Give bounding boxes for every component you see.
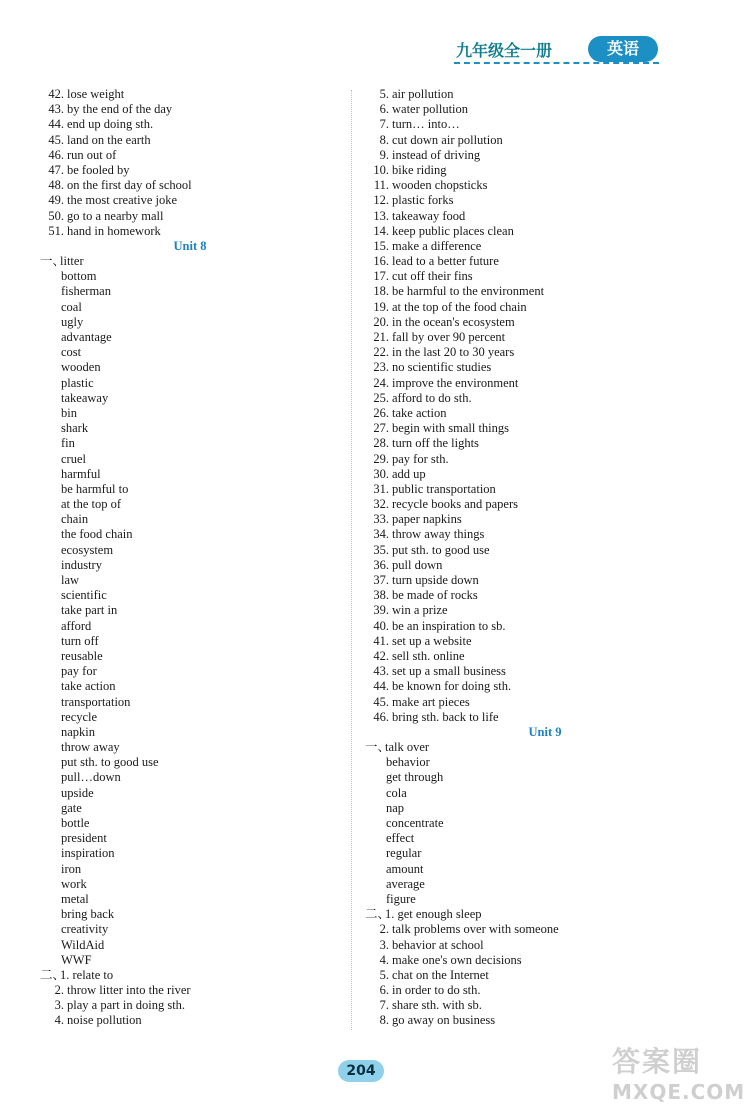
item-text: behavior at school <box>392 937 484 952</box>
item-number: 37. <box>373 573 389 587</box>
answer-item <box>365 133 725 148</box>
item-text: set up a small business <box>392 664 506 679</box>
item-number: 5. <box>379 87 389 101</box>
item-text: in the ocean's ecosystem <box>392 314 515 329</box>
item-text: paper napkins <box>392 512 462 527</box>
item-text: make one's own decisions <box>392 952 522 967</box>
vocab-word: metal <box>61 891 89 906</box>
vocab-word: fisherman <box>61 284 111 299</box>
item-number: 42. <box>373 648 389 663</box>
vocab-word: chain <box>61 512 89 527</box>
answer-item <box>365 391 725 406</box>
answer-item <box>365 193 725 208</box>
item-number: 31. <box>373 481 389 496</box>
vocab-word: iron <box>61 861 82 876</box>
item-number: 42. <box>48 87 64 101</box>
item-number: 33. <box>373 512 389 527</box>
item-text: go away on business <box>392 1013 496 1028</box>
item-text: plastic forks <box>392 193 454 208</box>
item-text: hand in homework <box>67 223 161 238</box>
item-text: 1. relate to <box>60 967 114 982</box>
vocab-word: regular <box>386 846 422 861</box>
item-number: 7. <box>379 998 389 1013</box>
item-number: 28. <box>373 436 389 451</box>
item-text: turn… into… <box>392 117 460 132</box>
vocab-word: ecosystem <box>61 542 114 557</box>
item-number: 50. <box>48 208 64 223</box>
answer-item <box>365 345 725 360</box>
answer-item <box>365 558 725 573</box>
item-number: 48. <box>48 178 64 193</box>
item-text: land on the earth <box>67 132 151 147</box>
item-number: 2. <box>54 983 64 998</box>
vocab-word: law <box>61 573 80 587</box>
item-text: water pollution <box>392 102 469 117</box>
section-start <box>40 254 340 269</box>
section-start <box>40 968 340 983</box>
item-text: throw litter into the river <box>67 983 191 998</box>
item-text: throw away things <box>392 527 485 542</box>
subject-badge: 英语 <box>588 36 658 62</box>
answer-item <box>365 710 725 725</box>
item-number: 6. <box>379 983 389 998</box>
answer-item <box>40 983 340 998</box>
answer-item <box>365 360 725 375</box>
item-number: 30. <box>373 466 389 481</box>
answer-item <box>365 421 725 436</box>
answer-item <box>365 330 725 345</box>
vocab-word: gate <box>61 800 82 815</box>
item-number: 8. <box>379 1013 389 1028</box>
item-text: afford to do sth. <box>392 390 472 405</box>
vocab-word: bin <box>61 405 77 420</box>
vocab-word: WWF <box>61 952 92 967</box>
answer-item <box>365 998 725 1013</box>
vocab-word: shark <box>61 421 89 436</box>
answer-item <box>365 543 725 558</box>
item-number: 11. <box>373 178 389 193</box>
vocab-word: scientific <box>61 588 107 603</box>
item-text: lead to a better future <box>392 254 499 269</box>
item-number: 44. <box>48 117 64 132</box>
item-number: 10. <box>373 162 389 177</box>
item-text: pull down <box>392 557 443 572</box>
item-text: run out of <box>67 147 117 162</box>
section-marker: 一、 <box>40 254 66 269</box>
item-text: go to a nearby mall <box>67 208 164 223</box>
answer-item <box>365 406 725 421</box>
item-text: lose weight <box>67 87 125 101</box>
vocab-word: reusable <box>61 648 103 663</box>
page-header <box>452 36 662 72</box>
item-number: 49. <box>48 193 64 208</box>
vocab-word: throw away <box>61 740 120 755</box>
item-text: in order to do sth. <box>392 983 481 998</box>
answer-item <box>365 482 725 497</box>
item-number: 7. <box>379 117 389 132</box>
answer-item <box>365 922 725 937</box>
item-number: 34. <box>373 527 389 542</box>
item-number: 2. <box>379 922 389 937</box>
answer-item <box>365 664 725 679</box>
item-number: 4. <box>379 952 389 967</box>
vocab-word: work <box>61 876 87 891</box>
vocab-word: inspiration <box>61 846 115 861</box>
answer-item <box>365 148 725 163</box>
vocab-word: transportation <box>61 694 131 709</box>
answer-item <box>365 603 725 618</box>
vocab-word: fin <box>61 436 75 451</box>
answer-item <box>40 224 340 239</box>
item-text: recycle books and papers <box>392 497 518 512</box>
item-number: 25. <box>373 390 389 405</box>
item-number: 16. <box>373 254 389 269</box>
item-text: sell sth. online <box>392 648 465 663</box>
item-text: the most creative joke <box>67 193 178 208</box>
item-text: noise pollution <box>67 1013 142 1028</box>
item-number: 15. <box>373 238 389 253</box>
item-text: turn upside down <box>392 573 479 587</box>
answer-item <box>365 224 725 239</box>
answer-item <box>365 679 725 694</box>
answer-item <box>365 269 725 284</box>
answer-item <box>365 315 725 330</box>
item-number: 12. <box>373 193 389 208</box>
item-text: be harmful to the environment <box>392 284 545 299</box>
grade-label: 九年级全一册 <box>456 43 553 60</box>
answer-item <box>40 148 340 163</box>
item-number: 26. <box>373 405 389 420</box>
vocab-word: plastic <box>61 375 94 390</box>
item-number: 4. <box>54 1013 64 1028</box>
answer-item <box>365 938 725 953</box>
item-text: talk problems over with someone <box>392 922 559 937</box>
item-number: 23. <box>373 360 389 375</box>
item-text: share sth. with sb. <box>392 998 482 1013</box>
item-text: on the first day of school <box>67 178 192 193</box>
vocab-word: ugly <box>61 314 84 329</box>
vocab-word: creativity <box>61 922 109 937</box>
item-text: fall by over 90 percent <box>392 330 506 344</box>
item-number: 45. <box>373 694 389 709</box>
vocab-word: cost <box>61 345 82 360</box>
answer-item <box>365 497 725 512</box>
item-text: pay for sth. <box>392 451 449 466</box>
vocab-word: advantage <box>61 330 112 344</box>
item-number: 19. <box>373 299 389 314</box>
item-text: win a prize <box>392 603 448 618</box>
item-text: set up a website <box>392 633 472 648</box>
item-number: 20. <box>373 314 389 329</box>
vocab-word: takeaway <box>61 390 109 405</box>
answer-item <box>40 193 340 208</box>
answer-item <box>40 1013 340 1028</box>
item-text: in the last 20 to 30 years <box>392 345 515 360</box>
item-text: be an inspiration to sb. <box>392 618 506 633</box>
item-number: 22. <box>373 345 389 360</box>
vocab-word: cola <box>386 785 407 800</box>
answer-item <box>365 117 725 132</box>
item-text: be known for doing sth. <box>392 679 512 694</box>
item-text: no scientific studies <box>392 360 492 375</box>
item-number: 47. <box>48 162 64 177</box>
answer-item <box>365 619 725 634</box>
item-text: bring sth. back to life <box>392 709 499 724</box>
answer-item <box>365 178 725 193</box>
answer-item <box>365 239 725 254</box>
answer-item <box>365 467 725 482</box>
item-text: turn off the lights <box>392 436 479 451</box>
item-number: 43. <box>48 102 64 117</box>
item-number: 51. <box>48 223 64 238</box>
answer-item <box>365 300 725 315</box>
vocab-word: upside <box>61 785 94 800</box>
answer-item <box>40 87 340 102</box>
answer-item <box>365 573 725 588</box>
item-number: 6. <box>379 102 389 117</box>
answer-item <box>40 163 340 178</box>
item-number: 46. <box>48 147 64 162</box>
watermark-line1: 答案圈 <box>612 1045 703 1078</box>
answer-item <box>40 178 340 193</box>
answer-item <box>365 968 725 983</box>
answer-item <box>365 953 725 968</box>
item-number: 9. <box>379 147 389 162</box>
vocab-word: president <box>61 831 107 846</box>
answer-item <box>40 209 340 224</box>
item-number: 32. <box>373 497 389 512</box>
vocab-word: get through <box>386 770 444 785</box>
answer-item <box>40 117 340 132</box>
item-number: 3. <box>379 937 389 952</box>
vocab-word: effect <box>386 831 415 846</box>
vocab-word: take action <box>61 679 116 694</box>
answer-item <box>365 588 725 603</box>
item-text: be made of rocks <box>392 588 478 603</box>
right-column <box>365 87 725 1029</box>
item-number: 21. <box>373 330 389 344</box>
column-divider <box>351 90 352 1030</box>
vocab-word: harmful <box>61 466 101 481</box>
item-text: public transportation <box>392 481 496 496</box>
item-number: 13. <box>373 208 389 223</box>
item-text: air pollution <box>392 87 454 101</box>
answer-item <box>365 634 725 649</box>
vocab-word: coal <box>61 299 82 314</box>
vocab-word: wooden <box>61 360 101 375</box>
watermark-line2: MXQE.COM <box>612 1080 746 1104</box>
answer-item <box>40 998 340 1013</box>
item-text: wooden chopsticks <box>392 178 488 193</box>
item-number: 18. <box>373 284 389 299</box>
vocab-word: pay for <box>61 664 97 679</box>
item-text: 1. get enough sleep <box>385 907 482 922</box>
item-text: bike riding <box>392 162 447 177</box>
vocab-word: bottle <box>61 816 90 830</box>
answer-item <box>365 527 725 542</box>
answer-item <box>365 983 725 998</box>
item-number: 24. <box>373 375 389 390</box>
item-text: keep public places clean <box>392 223 514 238</box>
answer-item <box>365 376 725 391</box>
item-number: 8. <box>379 132 389 147</box>
answer-item <box>365 209 725 224</box>
item-text: play a part in doing sth. <box>67 998 186 1013</box>
vocab-word: turn off <box>61 633 99 648</box>
unit-heading: Unit 9 <box>528 724 562 739</box>
answer-item <box>365 163 725 178</box>
answer-item <box>365 254 725 269</box>
item-number: 38. <box>373 588 389 603</box>
item-number: 3. <box>54 998 64 1013</box>
section-start <box>365 907 725 922</box>
answer-item <box>365 649 725 664</box>
vocab-word: WildAid <box>61 937 105 952</box>
vocab-word: industry <box>61 557 102 572</box>
item-text: be fooled by <box>67 162 130 177</box>
item-text: takeaway food <box>392 208 466 223</box>
vocab-word: be harmful to <box>61 481 129 496</box>
vocab-word: cruel <box>61 451 86 466</box>
item-text: put sth. to good use <box>392 542 490 557</box>
item-text: talk over <box>385 740 430 755</box>
answer-item <box>365 1013 725 1028</box>
item-number: 44. <box>373 679 389 694</box>
header-rule <box>454 62 659 64</box>
item-number: 35. <box>373 542 389 557</box>
section-marker: 一、 <box>365 740 391 755</box>
answer-item <box>365 512 725 527</box>
item-number: 14. <box>373 223 389 238</box>
item-number: 46. <box>373 709 389 724</box>
item-text: instead of driving <box>392 147 481 162</box>
item-number: 43. <box>373 664 389 679</box>
item-text: cut down air pollution <box>392 132 503 147</box>
vocab-word: take part in <box>61 603 118 618</box>
item-text: at the top of the food chain <box>392 299 527 314</box>
item-text: add up <box>392 466 426 481</box>
item-number: 39. <box>373 603 389 618</box>
item-number: 29. <box>373 451 389 466</box>
answer-item <box>365 102 725 117</box>
item-text: begin with small things <box>392 421 510 436</box>
answer-item <box>365 436 725 451</box>
answer-item <box>40 133 340 148</box>
answer-item <box>365 87 725 102</box>
item-number: 17. <box>373 269 389 284</box>
item-number: 36. <box>373 557 389 572</box>
vocab-word: napkin <box>61 724 96 739</box>
left-column <box>40 87 340 1029</box>
vocab-word: bring back <box>61 907 115 922</box>
vocab-word: bottom <box>61 269 97 284</box>
item-number: 27. <box>373 421 389 436</box>
vocab-word: the food chain <box>61 527 133 542</box>
answer-item <box>365 284 725 299</box>
vocab-word: nap <box>386 800 405 815</box>
item-text: improve the environment <box>392 375 519 390</box>
answer-item <box>40 102 340 117</box>
vocab-word: put sth. to good use <box>61 755 159 770</box>
vocab-word: amount <box>386 861 424 876</box>
vocab-word: average <box>386 876 425 891</box>
vocab-word: concentrate <box>386 816 444 830</box>
item-text: end up doing sth. <box>67 117 154 132</box>
item-number: 41. <box>373 633 389 648</box>
page-number: 204 <box>338 1060 384 1082</box>
section-marker: 二、 <box>365 907 391 922</box>
section-start <box>365 740 725 755</box>
vocab-word: figure <box>386 891 416 906</box>
item-number: 45. <box>48 132 64 147</box>
item-text: make a difference <box>392 238 482 253</box>
vocab-word: afford <box>61 618 92 633</box>
item-text: take action <box>392 405 447 420</box>
section-marker: 二、 <box>40 967 66 982</box>
vocab-word: at the top of <box>61 497 122 512</box>
item-text: litter <box>60 254 84 269</box>
watermark-logo <box>612 1040 746 1104</box>
item-number: 5. <box>379 967 389 982</box>
item-text: chat on the Internet <box>392 967 489 982</box>
item-number: 40. <box>373 618 389 633</box>
answer-item <box>365 695 725 710</box>
answer-item <box>365 452 725 467</box>
vocab-word: behavior <box>386 755 430 770</box>
vocab-word: pull…down <box>61 770 121 785</box>
item-text: by the end of the day <box>67 102 173 117</box>
unit-heading: Unit 8 <box>173 238 207 253</box>
item-text: make art pieces <box>392 694 470 709</box>
item-text: cut off their fins <box>392 269 473 284</box>
vocab-word: recycle <box>61 709 98 724</box>
